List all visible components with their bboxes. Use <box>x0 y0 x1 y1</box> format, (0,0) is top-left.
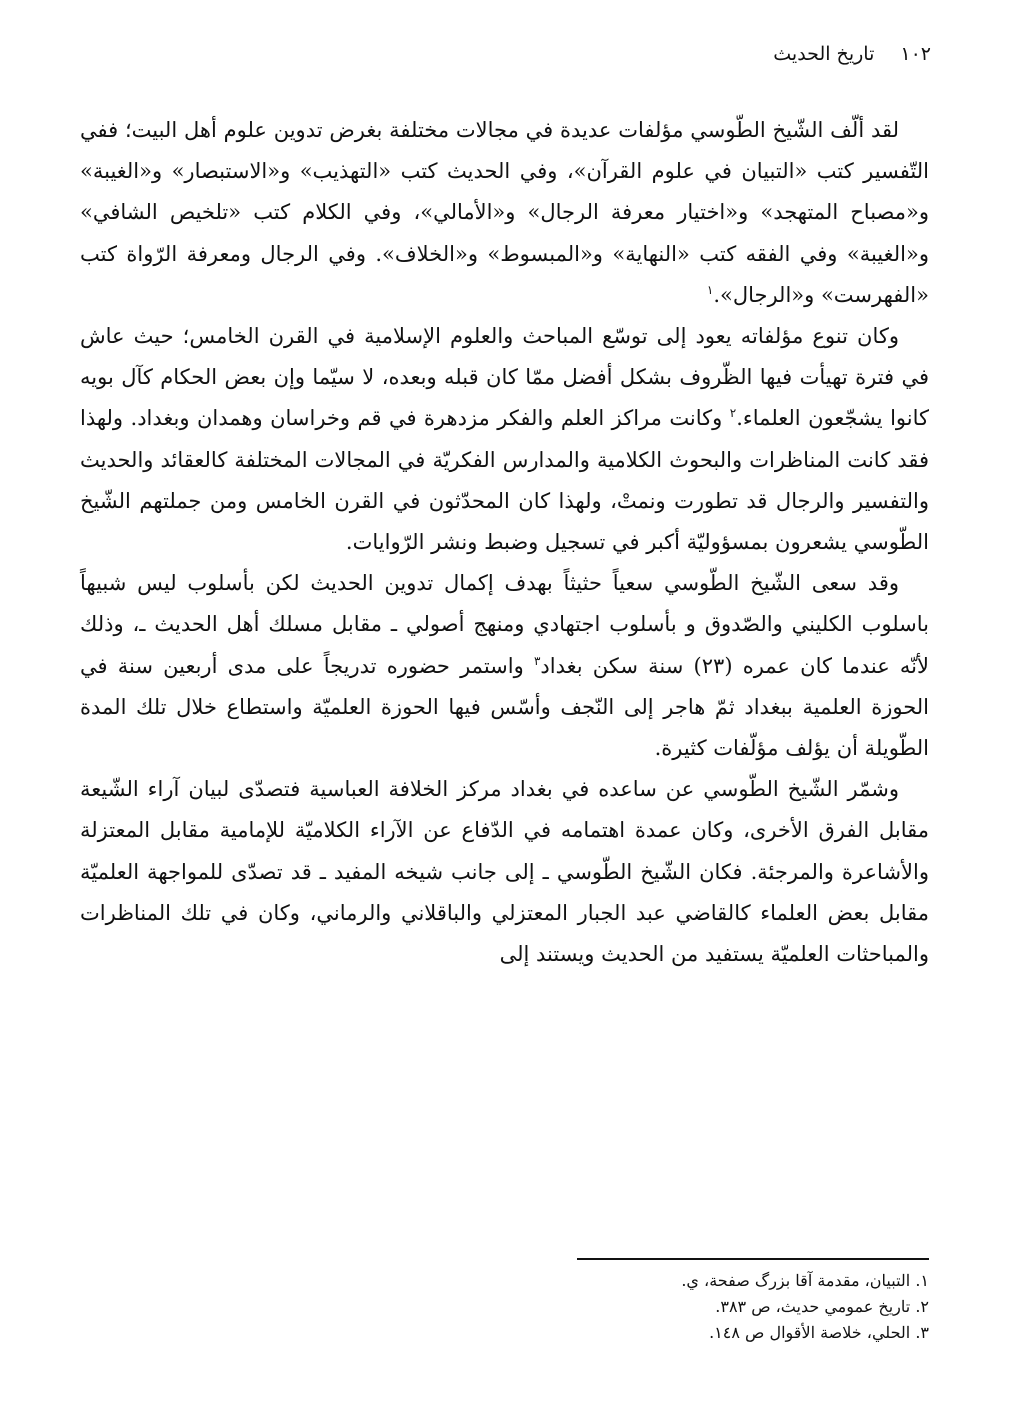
body-text <box>80 110 929 975</box>
page-number: ١٠٢ <box>900 43 931 65</box>
paragraph-2 <box>80 316 929 563</box>
running-header <box>773 40 931 68</box>
paragraph-3 <box>80 563 929 769</box>
footnotes <box>329 1268 929 1346</box>
footnote-ref-1: ١ <box>706 282 714 297</box>
paragraph-1-text: لقد ألّف الشّيخ الطّوسي مؤلفات عديدة في مجالات مختلفة بغرض تدوين علوم أهل البيت؛ ففي التّفسير كتب «التبيان في علوم القرآن»، وفي الحديث كتب «التهذيب» و«الاستبصار» و«الغيبة» و«مصباح المتهجد» و«اختيار معرفة الرجال» و«الأمالي»، وفي الكلام كتب «تلخيص الشافي» و«الغيبة» وفي الفقه كتب «النهاية» و«المبسوط» و«الخلاف». وفي الرجال ومعرفة الرّواة كتب «الفهرست» و«الرجال». <box>80 118 929 307</box>
footnote-3: ٣. الحلي، خلاصة الأقوال ص ١٤٨. <box>709 1323 929 1342</box>
footnote-ref-3: ٣ <box>533 653 541 668</box>
paragraph-3-text-continued: واستمر حضوره تدريجاً على مدى أربعين سنة في الحوزة العلمية ببغداد ثمّ هاجر إلى النّجف وأسّس فيها الحوزة العلميّة واستطاع خلال تلك المدة الطّويلة أن يؤلف مؤلّفات كثيرة. <box>80 653 929 761</box>
paragraph-4 <box>80 769 929 975</box>
running-title: تاريخ الحديث <box>773 43 875 65</box>
footnote-2: ٢. تاريخ عمومي حديث، ص ٣٨٣. <box>715 1297 929 1316</box>
footnote-ref-2: ٢ <box>729 406 737 421</box>
paragraph-1 <box>80 110 929 316</box>
paragraph-2-text: وكان تنوع مؤلفاته يعود إلى توسّع المباحث والعلوم الإسلامية في القرن الخامس؛ حيث عاش في فترة تهيأت فيها الظّروف بشكل أفضل ممّا كان قبله وبعده، لا سيّما وإن بعض الحكام كآل بويه كانوا يشجّعون العلماء. <box>80 324 929 431</box>
footnote-1: ١. التبيان، مقدمة آقا بزرگ صفحة، ي. <box>681 1271 929 1290</box>
paragraph-2-text-continued: وكانت مراكز العلم والفكر مزدهرة في قم وخراسان وهمدان وبغداد. ولهذا فقد كانت المناظرات والبحوث الكلامية والمدارس الفكريّة في المجالات المختلفة كالعقائد والحديث والتفسير والرجال قد تطورت ونمتْ، ولهذا كان المحدّثون في القرن الخامس ومن جملتهم الشّيخ الطّوسي يشعرون بمسؤوليّة أكبر في تسجيل وضبط ونشر الرّوايات. <box>80 406 929 555</box>
paragraph-4-text: وشمّر الشّيخ الطّوسي عن ساعده في بغداد مركز الخلافة العباسية فتصدّى لبيان آراء الشّيعة مقابل الفرق الأخرى، وكان عمدة اهتمامه في الدّفاع عن الآراء الكلاميّة للإمامية مقابل المعتزلة والأشاعرة والمرجئة. فكان الشّيخ الطّوسي ـ إلى جانب شيخه المفيد ـ قد تصدّى للمواجهة العلميّة مقابل بعض العلماء كالقاضي عبد الجبار المعتزلي والباقلاني والرماني، وكان في تلك المناظرات والمباحثات العلميّة يستفيد من الحديث ويستند إلى <box>80 777 929 967</box>
paragraph-3-text: وقد سعى الشّيخ الطّوسي سعياً حثيثاً بهدف إكمال تدوين الحديث لكن بأسلوب ليس شبيهاً باسلوب الكليني والصّدوق و بأسلوب اجتهادي ومنهج أصولي ـ مقابل مسلك أهل الحديث ـ، وذلك لأنّه عندما كان عمره (٢٣) سنة سكن بغداد <box>80 571 930 678</box>
footnote-separator <box>577 1258 929 1260</box>
